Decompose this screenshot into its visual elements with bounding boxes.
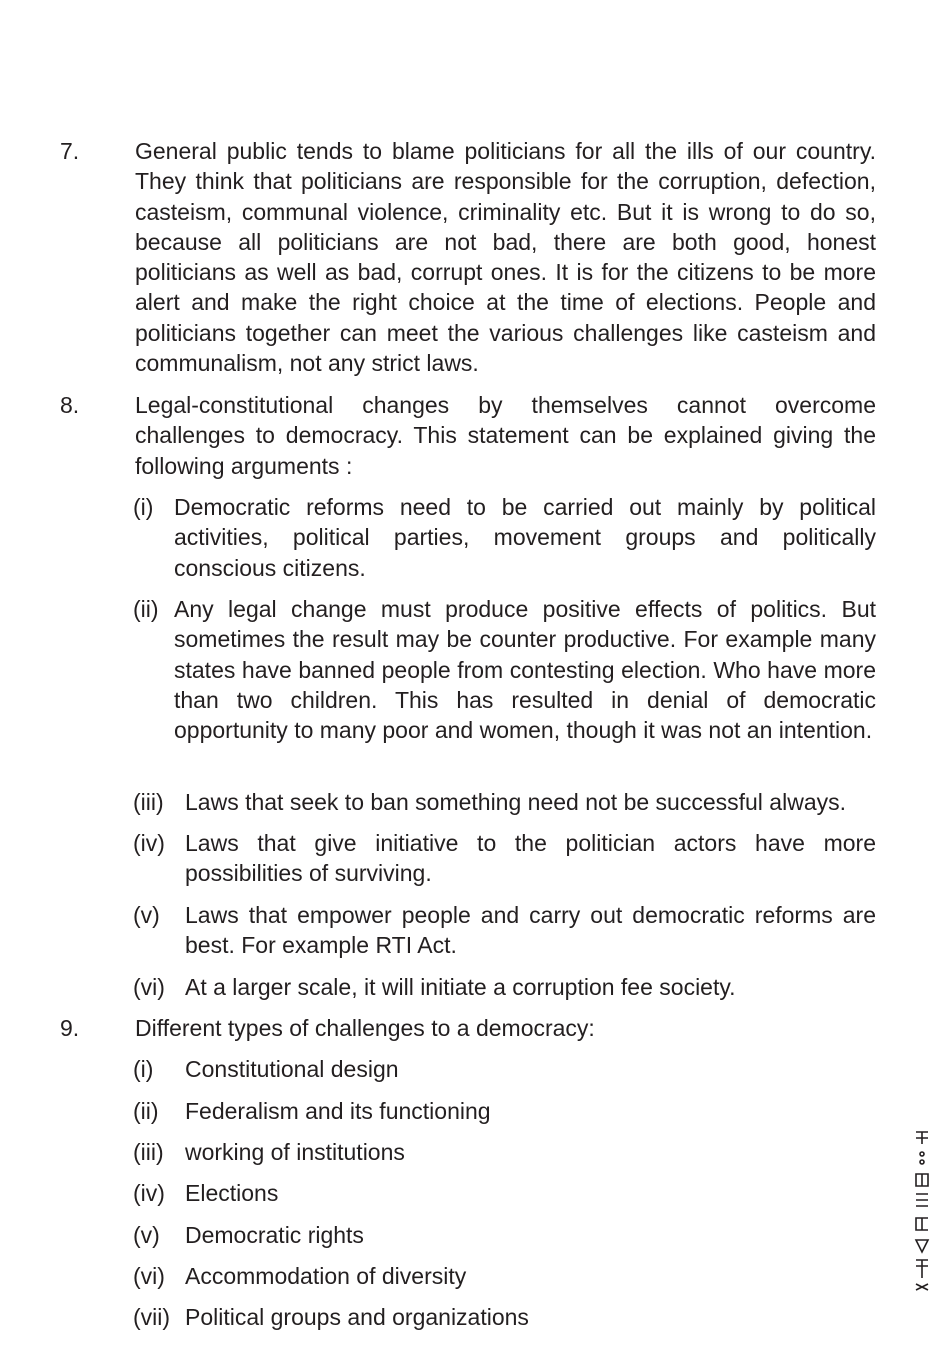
list-item-text: Laws that seek to ban something need not be successful always. — [185, 789, 847, 815]
list-item-text: Elections — [185, 1180, 279, 1206]
question-number: 9. — [60, 1015, 80, 1041]
question-8 — [60, 390, 876, 481]
question-text: General public tends to blame politicians for all the ills of our country. They think that politicians are responsible for the corruption, defection, casteism, communal violence, criminality etc. But it is wrong to do so, because all politicians are not bad, there are both good, honest politicians as well as bad, corrupt ones. It is for the citizens to be more alert and make the right choice at the time of elections. People and politicians together can meet the various challenges like casteism and communalism, not any strict laws. — [135, 138, 876, 377]
list-item-text: Federalism and its functioning — [185, 1098, 491, 1124]
list-item-marker: (i) — [133, 494, 154, 520]
list-item — [133, 828, 876, 889]
list-item-marker: (i) — [133, 1056, 154, 1082]
list-item-text: Any legal change must produce positive effects of politics. But sometimes the result may be counter productive. For example many states have banned people from contesting election. Who have more than two children. This has resulted in denial of democratic opportunity to many poor and women, though it was not an intention. — [174, 596, 876, 744]
list-item-text: Constitutional design — [185, 1056, 399, 1082]
list-item-marker: (iii) — [133, 789, 164, 815]
list-item — [133, 787, 876, 817]
list-item — [133, 972, 876, 1002]
list-item-text: Accommodation of diversity — [185, 1263, 467, 1289]
list-item — [133, 1261, 876, 1291]
list-item-marker: (v) — [133, 902, 160, 928]
list-item-marker: (ii) — [133, 1098, 159, 1124]
list-item-marker: (vi) — [133, 974, 165, 1000]
question-9 — [60, 1013, 876, 1043]
list-item — [133, 1302, 876, 1332]
list-item-marker: (v) — [133, 1222, 160, 1248]
list-item-text: Laws that give initiative to the politician actors have more possibilities of surviving. — [185, 830, 876, 887]
list-item-marker: (vi) — [133, 1263, 165, 1289]
list-item — [133, 900, 876, 961]
list-item-text: Democratic reforms need to be carried out mainly by political activities, political parties, movement groups and politically conscious citizens. — [174, 494, 876, 581]
list-item-text: Political groups and organizations — [185, 1304, 529, 1330]
rotated-margin-text-mark-icon — [898, 1128, 938, 1298]
list-item — [133, 1220, 876, 1250]
list-item-text: Laws that empower people and carry out democratic reforms are best. For example RTI Act. — [185, 902, 876, 959]
list-item-text: At a larger scale, it will initiate a corruption fee society. — [185, 974, 736, 1000]
list-item-marker: (iv) — [133, 1180, 165, 1206]
list-item-text: Democratic rights — [185, 1222, 364, 1248]
list-item-marker: (iii) — [133, 1139, 164, 1165]
list-item-marker: (iv) — [133, 830, 165, 856]
list-item — [133, 1178, 876, 1208]
question-text: Legal-constitutional changes by themselves cannot overcome challenges to democracy. This statement can be explained giving the following arguments : — [135, 392, 876, 479]
list-item — [133, 1096, 876, 1126]
list-item-text: working of institutions — [185, 1139, 405, 1165]
list-item — [133, 1054, 876, 1084]
question-text: Different types of challenges to a democracy: — [135, 1015, 595, 1041]
question-number: 8. — [60, 392, 80, 418]
list-item — [133, 492, 876, 583]
list-item-marker: (ii) — [133, 596, 159, 622]
question-number: 7. — [60, 138, 80, 164]
list-item — [133, 594, 876, 745]
question-7 — [60, 136, 876, 378]
list-item — [133, 1137, 876, 1167]
list-item-marker: (vii) — [133, 1304, 171, 1330]
